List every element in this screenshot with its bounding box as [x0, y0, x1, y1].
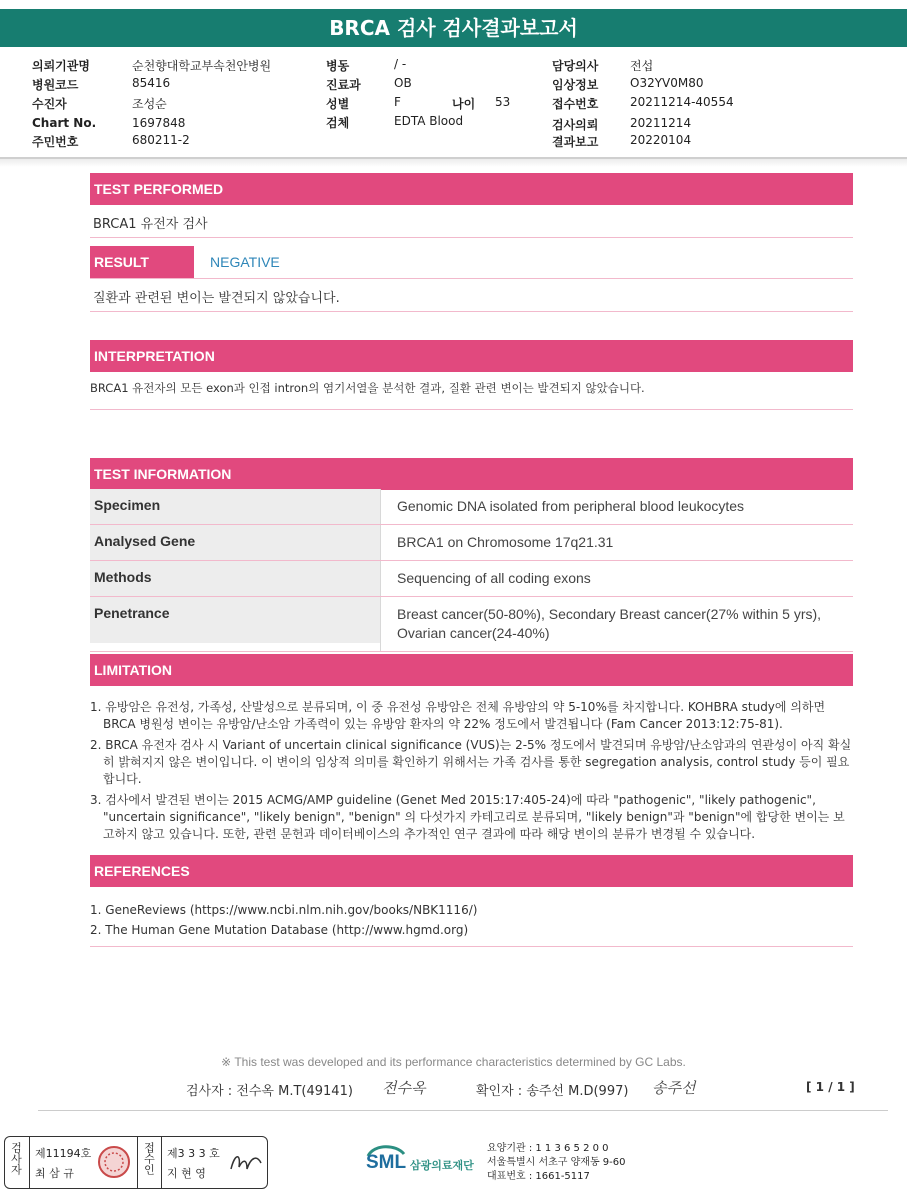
- header-value: 20211214: [630, 116, 692, 130]
- header-value: 680211-2: [132, 133, 190, 147]
- section-test-information-heading: TEST INFORMATION: [90, 458, 853, 490]
- header-label: 진료과: [326, 78, 361, 92]
- row-value: Sequencing of all coding exons: [380, 561, 853, 596]
- org-name: 삼광의료재단: [410, 1159, 474, 1172]
- table-row: [90, 489, 853, 525]
- divider: [90, 278, 853, 279]
- header-label: 검체: [326, 116, 350, 130]
- patient-header: [32, 55, 892, 147]
- header-label: 의뢰기관명: [32, 59, 90, 73]
- result-value: NEGATIVE: [210, 254, 280, 270]
- confirmer-signature: 송주선: [652, 1079, 696, 1097]
- inspector-label: [6, 1142, 26, 1178]
- table-row: [90, 525, 853, 561]
- table-row: [90, 561, 853, 597]
- limitation-list: [90, 699, 853, 847]
- seal-stamp-icon: [97, 1145, 131, 1179]
- footer-divider: [38, 1110, 888, 1111]
- references-list: [90, 900, 853, 940]
- divider: [90, 946, 853, 947]
- row-key: Analysed Gene: [90, 525, 380, 560]
- inspector-number: 제11194호: [35, 1147, 92, 1160]
- row-key: Methods: [90, 561, 380, 596]
- header-value: 53: [495, 95, 511, 109]
- list-item: 2. The Human Gene Mutation Database (http://www.hgmd.org): [90, 923, 469, 937]
- divider: [90, 311, 853, 312]
- divider: [161, 1137, 162, 1188]
- header-label: 병원코드: [32, 78, 79, 92]
- section-test-performed-heading: TEST PERFORMED: [90, 173, 853, 205]
- table-row: [90, 597, 853, 652]
- header-value: O32YV0M80: [630, 76, 704, 90]
- tester-signature: 전수옥: [382, 1079, 426, 1097]
- org-phone: 대표번호 : 1661-5117: [487, 1171, 590, 1182]
- header-label: 성별: [326, 97, 350, 111]
- interpretation-text: BRCA1 유전자의 모든 exon과 인접 intron의 염기서열을 분석한 결과, 질환 관련 변이는 발견되지 않았습니다.: [90, 381, 645, 395]
- org-info: [487, 1142, 626, 1184]
- header-value: 순천향대학교부속천안병원: [132, 59, 272, 73]
- header-value: 20211214-40554: [630, 95, 734, 109]
- header-value: OB: [394, 76, 412, 90]
- list-item: 2. BRCA 유전자 검사 시 Variant of uncertain clinical significance (VUS)는 2-5% 정도에서 발견되며 유방암/난소암과의 연관성이 아직 확실히 밝혀지지 않은 변이입니다. 이 변이의 임상적 의미를 확인하기 위해서는 가족 검사를 통한 segregation analysis, control study 등이 필요합니다.: [90, 738, 852, 786]
- care-number: 요양기관 : 1 1 3 6 5 2 0 0: [487, 1143, 609, 1154]
- header-label: 담당의사: [552, 59, 599, 73]
- list-item: 3. 검사에서 발견된 변이는 2015 ACMG/AMP guideline (Genet Med 2015:17:405-24)에 따라 "pathogenic", "likely pathogenic", "uncertain significance", "likely benign", "benign" 의 다섯가지 카테고리로 분류되며, "likely benign"과 "benign"에 합당한 변이는 보고하지 않고 있습니다. 또한, 관련 문헌과 데이터베이스의 추가적인 연구 결과에 따라 해당 변이의 분류가 변경될 수 있습니다.: [90, 793, 845, 841]
- receipt-label: [139, 1142, 159, 1178]
- sml-logo-text: SML: [366, 1152, 407, 1173]
- report-title: BRCA 검사 검사결과보고서: [0, 9, 907, 47]
- row-key: Specimen: [90, 489, 380, 524]
- header-label: 수진자: [32, 97, 67, 111]
- row-value: BRCA1 on Chromosome 17q21.31: [380, 525, 853, 560]
- header-label: 임상정보: [552, 78, 599, 92]
- header-value: 20220104: [630, 133, 692, 147]
- disclaimer: ※ This test was developed and its performance characteristics determined by GC Labs.: [221, 1055, 686, 1069]
- header-value: 전섭: [630, 59, 654, 73]
- receipt-name: 지 현 영: [167, 1167, 206, 1180]
- divider: [137, 1137, 138, 1188]
- divider: [90, 409, 853, 410]
- header-label: 결과보고: [552, 135, 599, 149]
- list-item: 1. 유방암은 유전성, 가족성, 산발성으로 분류되며, 이 중 유전성 유방암은 전체 유방암의 약 5-10%를 차지합니다. KOHBRA study에 의하면 BRCA 병원성 변이는 유방암/난소암 가족력이 있는 유방암 환자의 약 22% 정도에서 발견됩니다 (Fam Cancer 2013:12:75-81).: [90, 700, 826, 731]
- inspector-name: 최 삼 규: [35, 1167, 74, 1180]
- header-value: EDTA Blood: [394, 114, 464, 128]
- header-label: 나이: [452, 97, 476, 111]
- row-value: Genomic DNA isolated from peripheral blood leukocytes: [380, 489, 853, 524]
- header-value: 85416: [132, 76, 171, 90]
- header-label: 병동: [326, 59, 350, 73]
- signature-icon: [227, 1149, 263, 1177]
- test-performed-value: BRCA1 유전자 검사: [93, 217, 208, 232]
- test-information-table: [90, 489, 853, 652]
- header-value: F: [394, 95, 401, 109]
- header-label: 접수번호: [552, 97, 599, 111]
- row-key: Penetrance: [90, 597, 380, 643]
- inspector-label-text: 검사자: [9, 1142, 23, 1175]
- org-address: 서울특별시 서초구 양재동 9-60: [487, 1157, 626, 1168]
- header-value: 1697848: [132, 116, 186, 130]
- divider: [29, 1137, 30, 1188]
- header-label: 주민번호: [32, 135, 79, 149]
- stamp-box: [4, 1136, 268, 1189]
- header-label: 검사의뢰: [552, 118, 599, 132]
- divider: [90, 237, 853, 238]
- confirmer-signature-line: 확인자 : 송주선 M.D(997): [476, 1084, 629, 1099]
- section-result-heading: RESULT: [90, 246, 194, 278]
- header-shadow: [0, 159, 907, 167]
- receipt-label-text: 접수인: [142, 1142, 156, 1175]
- section-references-heading: REFERENCES: [90, 855, 853, 887]
- header-value: 조성순: [132, 97, 167, 111]
- page-number: [ 1 / 1 ]: [806, 1080, 855, 1094]
- sml-logo: [364, 1142, 484, 1178]
- receipt-number: 제3 3 3 호: [167, 1147, 220, 1160]
- list-item: 1. GeneReviews (https://www.ncbi.nlm.nih.gov/books/NBK1116/): [90, 903, 478, 917]
- header-label: Chart No.: [32, 116, 97, 130]
- result-note: 질환과 관련된 변이는 발견되지 않았습니다.: [93, 291, 340, 306]
- section-limitation-heading: LIMITATION: [90, 654, 853, 686]
- section-interpretation-heading: INTERPRETATION: [90, 340, 853, 372]
- row-value: Breast cancer(50-80%), Secondary Breast cancer(27% within 5 yrs), Ovarian cancer(24-40%): [380, 597, 853, 651]
- tester-signature-line: 검사자 : 전수옥 M.T(49141): [186, 1084, 353, 1099]
- header-value: / -: [394, 57, 407, 71]
